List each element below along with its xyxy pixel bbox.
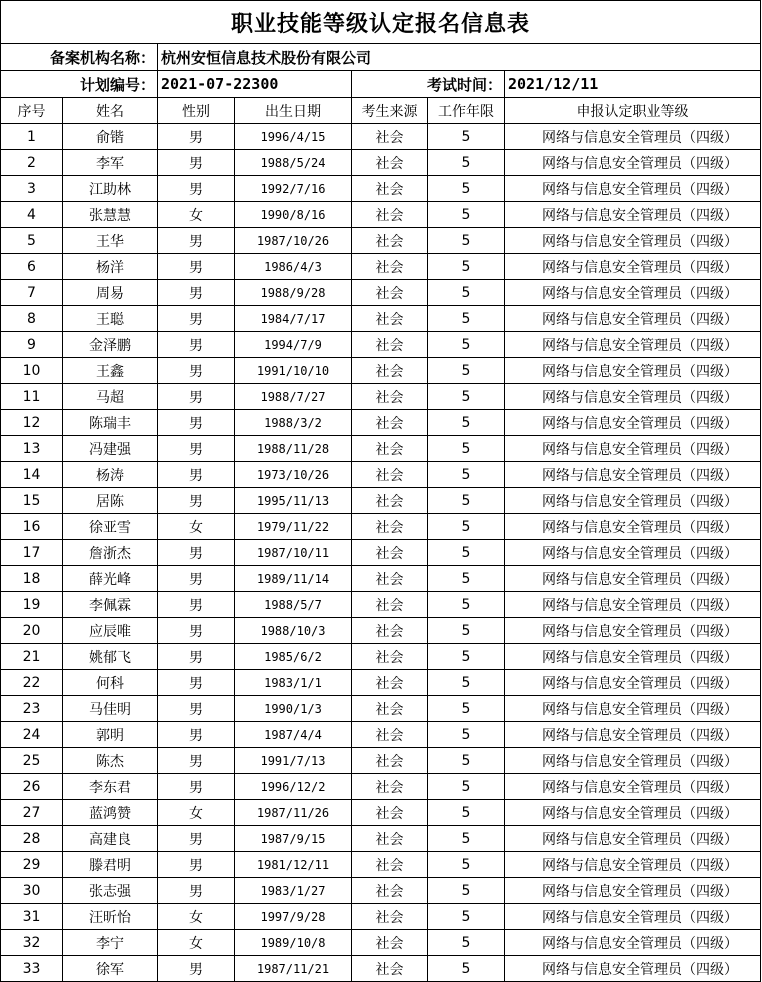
cell-source: 社会 — [352, 852, 428, 878]
table-row — [1, 618, 761, 644]
table-row — [1, 748, 761, 774]
org-label: 备案机构名称： — [1, 44, 158, 71]
cell-seq: 30 — [1, 878, 63, 904]
cell-birthdate: 1991/7/13 — [235, 748, 352, 774]
cell-gender: 男 — [158, 124, 235, 150]
cell-name: 王鑫 — [63, 358, 158, 384]
cell-birthdate: 1988/9/28 — [235, 280, 352, 306]
cell-grade: 网络与信息安全管理员（四级） — [505, 124, 761, 150]
cell-gender: 女 — [158, 904, 235, 930]
table-row — [1, 358, 761, 384]
cell-birthdate: 1987/9/15 — [235, 826, 352, 852]
cell-source: 社会 — [352, 878, 428, 904]
cell-work-years: 5 — [428, 618, 505, 644]
cell-name: 徐军 — [63, 956, 158, 982]
cell-birthdate: 1981/12/11 — [235, 852, 352, 878]
cell-seq: 18 — [1, 566, 63, 592]
cell-gender: 男 — [158, 956, 235, 982]
cell-work-years: 5 — [428, 176, 505, 202]
cell-seq: 21 — [1, 644, 63, 670]
cell-work-years: 5 — [428, 436, 505, 462]
cell-birthdate: 1988/11/28 — [235, 436, 352, 462]
table-row — [1, 150, 761, 176]
cell-work-years: 5 — [428, 358, 505, 384]
cell-gender: 男 — [158, 228, 235, 254]
cell-grade: 网络与信息安全管理员（四级） — [505, 774, 761, 800]
cell-gender: 男 — [158, 774, 235, 800]
cell-birthdate: 1973/10/26 — [235, 462, 352, 488]
cell-work-years: 5 — [428, 852, 505, 878]
cell-work-years: 5 — [428, 202, 505, 228]
cell-seq: 15 — [1, 488, 63, 514]
cell-gender: 男 — [158, 748, 235, 774]
cell-source: 社会 — [352, 306, 428, 332]
cell-seq: 10 — [1, 358, 63, 384]
table-row — [1, 306, 761, 332]
table-row — [1, 670, 761, 696]
table-row — [1, 202, 761, 228]
table-row — [1, 800, 761, 826]
cell-source: 社会 — [352, 930, 428, 956]
cell-gender: 男 — [158, 670, 235, 696]
cell-work-years: 5 — [428, 878, 505, 904]
table-row — [1, 644, 761, 670]
exam-value: 2021/12/11 — [505, 71, 761, 98]
cell-gender: 男 — [158, 384, 235, 410]
cell-seq: 5 — [1, 228, 63, 254]
table-row — [1, 254, 761, 280]
cell-birthdate: 1996/12/2 — [235, 774, 352, 800]
cell-name: 江助林 — [63, 176, 158, 202]
cell-grade: 网络与信息安全管理员（四级） — [505, 228, 761, 254]
cell-name: 陈杰 — [63, 748, 158, 774]
cell-seq: 6 — [1, 254, 63, 280]
cell-name: 高建良 — [63, 826, 158, 852]
cell-birthdate: 1986/4/3 — [235, 254, 352, 280]
cell-grade: 网络与信息安全管理员（四级） — [505, 150, 761, 176]
cell-grade: 网络与信息安全管理员（四级） — [505, 436, 761, 462]
table-row — [1, 384, 761, 410]
cell-source: 社会 — [352, 124, 428, 150]
cell-gender: 女 — [158, 202, 235, 228]
cell-birthdate: 1987/11/26 — [235, 800, 352, 826]
cell-work-years: 5 — [428, 566, 505, 592]
cell-work-years: 5 — [428, 488, 505, 514]
cell-birthdate: 1992/7/16 — [235, 176, 352, 202]
cell-grade: 网络与信息安全管理员（四级） — [505, 722, 761, 748]
cell-seq: 25 — [1, 748, 63, 774]
header-name: 姓名 — [63, 98, 158, 124]
cell-source: 社会 — [352, 488, 428, 514]
cell-name: 王华 — [63, 228, 158, 254]
cell-name: 杨涛 — [63, 462, 158, 488]
cell-source: 社会 — [352, 956, 428, 982]
plan-value: 2021-07-22300 — [158, 71, 352, 98]
cell-source: 社会 — [352, 176, 428, 202]
cell-grade: 网络与信息安全管理员（四级） — [505, 384, 761, 410]
cell-birthdate: 1988/10/3 — [235, 618, 352, 644]
cell-source: 社会 — [352, 358, 428, 384]
cell-name: 李东君 — [63, 774, 158, 800]
cell-grade: 网络与信息安全管理员（四级） — [505, 514, 761, 540]
cell-grade: 网络与信息安全管理员（四级） — [505, 800, 761, 826]
cell-work-years: 5 — [428, 332, 505, 358]
cell-seq: 2 — [1, 150, 63, 176]
cell-seq: 20 — [1, 618, 63, 644]
cell-name: 何科 — [63, 670, 158, 696]
header-grade: 申报认定职业等级 — [505, 98, 761, 124]
cell-birthdate: 1987/10/26 — [235, 228, 352, 254]
cell-grade: 网络与信息安全管理员（四级） — [505, 566, 761, 592]
cell-seq: 27 — [1, 800, 63, 826]
header-birthdate: 出生日期 — [235, 98, 352, 124]
cell-source: 社会 — [352, 384, 428, 410]
cell-name: 张慧慧 — [63, 202, 158, 228]
cell-name: 冯建强 — [63, 436, 158, 462]
cell-source: 社会 — [352, 592, 428, 618]
cell-gender: 男 — [158, 826, 235, 852]
cell-source: 社会 — [352, 202, 428, 228]
cell-work-years: 5 — [428, 748, 505, 774]
cell-birthdate: 1979/11/22 — [235, 514, 352, 540]
table-row — [1, 878, 761, 904]
cell-grade: 网络与信息安全管理员（四级） — [505, 202, 761, 228]
cell-gender: 男 — [158, 618, 235, 644]
cell-work-years: 5 — [428, 930, 505, 956]
cell-grade: 网络与信息安全管理员（四级） — [505, 488, 761, 514]
cell-grade: 网络与信息安全管理员（四级） — [505, 176, 761, 202]
cell-gender: 男 — [158, 462, 235, 488]
cell-name: 李佩霖 — [63, 592, 158, 618]
title-row — [1, 1, 761, 44]
table-row — [1, 514, 761, 540]
cell-seq: 16 — [1, 514, 63, 540]
exam-label: 考试时间： — [352, 71, 505, 98]
cell-work-years: 5 — [428, 150, 505, 176]
cell-source: 社会 — [352, 566, 428, 592]
cell-name: 姚郁飞 — [63, 644, 158, 670]
cell-work-years: 5 — [428, 826, 505, 852]
cell-seq: 24 — [1, 722, 63, 748]
cell-grade: 网络与信息安全管理员（四级） — [505, 462, 761, 488]
table-row — [1, 228, 761, 254]
cell-source: 社会 — [352, 644, 428, 670]
cell-gender: 男 — [158, 436, 235, 462]
cell-work-years: 5 — [428, 228, 505, 254]
cell-seq: 23 — [1, 696, 63, 722]
cell-work-years: 5 — [428, 670, 505, 696]
cell-source: 社会 — [352, 722, 428, 748]
cell-name: 金泽鹏 — [63, 332, 158, 358]
cell-seq: 29 — [1, 852, 63, 878]
cell-source: 社会 — [352, 826, 428, 852]
cell-gender: 女 — [158, 514, 235, 540]
cell-name: 李军 — [63, 150, 158, 176]
cell-grade: 网络与信息安全管理员（四级） — [505, 306, 761, 332]
cell-seq: 11 — [1, 384, 63, 410]
cell-birthdate: 1997/9/28 — [235, 904, 352, 930]
header-seq: 序号 — [1, 98, 63, 124]
cell-grade: 网络与信息安全管理员（四级） — [505, 254, 761, 280]
org-row — [1, 44, 761, 71]
cell-birthdate: 1996/4/15 — [235, 124, 352, 150]
table-row — [1, 332, 761, 358]
cell-source: 社会 — [352, 228, 428, 254]
header-row — [1, 98, 761, 124]
cell-seq: 33 — [1, 956, 63, 982]
header-work-years: 工作年限 — [428, 98, 505, 124]
table-row — [1, 566, 761, 592]
cell-source: 社会 — [352, 280, 428, 306]
cell-gender: 男 — [158, 592, 235, 618]
cell-name: 周易 — [63, 280, 158, 306]
cell-name: 应辰唯 — [63, 618, 158, 644]
cell-birthdate: 1984/7/17 — [235, 306, 352, 332]
cell-name: 蓝鸿赞 — [63, 800, 158, 826]
cell-work-years: 5 — [428, 774, 505, 800]
cell-seq: 7 — [1, 280, 63, 306]
cell-work-years: 5 — [428, 956, 505, 982]
plan-label: 计划编号： — [1, 71, 158, 98]
cell-grade: 网络与信息安全管理员（四级） — [505, 852, 761, 878]
cell-source: 社会 — [352, 618, 428, 644]
cell-source: 社会 — [352, 540, 428, 566]
table-row — [1, 722, 761, 748]
cell-gender: 男 — [158, 176, 235, 202]
cell-gender: 男 — [158, 644, 235, 670]
cell-grade: 网络与信息安全管理员（四级） — [505, 332, 761, 358]
cell-birthdate: 1994/7/9 — [235, 332, 352, 358]
cell-source: 社会 — [352, 904, 428, 930]
cell-source: 社会 — [352, 800, 428, 826]
cell-source: 社会 — [352, 254, 428, 280]
cell-source: 社会 — [352, 514, 428, 540]
cell-seq: 26 — [1, 774, 63, 800]
cell-work-years: 5 — [428, 280, 505, 306]
cell-source: 社会 — [352, 670, 428, 696]
cell-name: 张志强 — [63, 878, 158, 904]
cell-source: 社会 — [352, 410, 428, 436]
cell-gender: 女 — [158, 800, 235, 826]
table-row — [1, 956, 761, 982]
cell-name: 马佳明 — [63, 696, 158, 722]
cell-birthdate: 1988/5/24 — [235, 150, 352, 176]
cell-gender: 男 — [158, 540, 235, 566]
cell-grade: 网络与信息安全管理员（四级） — [505, 696, 761, 722]
cell-birthdate: 1983/1/27 — [235, 878, 352, 904]
cell-grade: 网络与信息安全管理员（四级） — [505, 904, 761, 930]
table-row — [1, 592, 761, 618]
cell-birthdate: 1995/11/13 — [235, 488, 352, 514]
cell-name: 马超 — [63, 384, 158, 410]
cell-birthdate: 1987/11/21 — [235, 956, 352, 982]
cell-seq: 8 — [1, 306, 63, 332]
cell-gender: 男 — [158, 566, 235, 592]
table-row — [1, 774, 761, 800]
cell-name: 杨洋 — [63, 254, 158, 280]
cell-birthdate: 1988/5/7 — [235, 592, 352, 618]
cell-grade: 网络与信息安全管理员（四级） — [505, 878, 761, 904]
cell-seq: 4 — [1, 202, 63, 228]
cell-grade: 网络与信息安全管理员（四级） — [505, 956, 761, 982]
table-row — [1, 904, 761, 930]
cell-name: 李宁 — [63, 930, 158, 956]
cell-name: 王聪 — [63, 306, 158, 332]
cell-work-years: 5 — [428, 540, 505, 566]
cell-name: 徐亚雪 — [63, 514, 158, 540]
cell-work-years: 5 — [428, 592, 505, 618]
cell-gender: 男 — [158, 878, 235, 904]
cell-work-years: 5 — [428, 410, 505, 436]
cell-name: 陈瑞丰 — [63, 410, 158, 436]
cell-grade: 网络与信息安全管理员（四级） — [505, 826, 761, 852]
cell-birthdate: 1987/4/4 — [235, 722, 352, 748]
cell-source: 社会 — [352, 774, 428, 800]
cell-name: 汪昕怡 — [63, 904, 158, 930]
cell-seq: 32 — [1, 930, 63, 956]
cell-gender: 男 — [158, 280, 235, 306]
table-row — [1, 852, 761, 878]
cell-work-years: 5 — [428, 800, 505, 826]
table-row — [1, 488, 761, 514]
cell-gender: 男 — [158, 488, 235, 514]
cell-grade: 网络与信息安全管理员（四级） — [505, 280, 761, 306]
cell-grade: 网络与信息安全管理员（四级） — [505, 592, 761, 618]
plan-row — [1, 71, 761, 98]
cell-work-years: 5 — [428, 644, 505, 670]
table-row — [1, 540, 761, 566]
cell-work-years: 5 — [428, 722, 505, 748]
cell-source: 社会 — [352, 748, 428, 774]
table-row — [1, 462, 761, 488]
header-gender: 性别 — [158, 98, 235, 124]
table-row — [1, 930, 761, 956]
cell-grade: 网络与信息安全管理员（四级） — [505, 670, 761, 696]
table-row — [1, 280, 761, 306]
cell-seq: 19 — [1, 592, 63, 618]
cell-birthdate: 1988/7/27 — [235, 384, 352, 410]
cell-seq: 31 — [1, 904, 63, 930]
cell-source: 社会 — [352, 332, 428, 358]
cell-gender: 男 — [158, 332, 235, 358]
cell-birthdate: 1990/8/16 — [235, 202, 352, 228]
cell-source: 社会 — [352, 436, 428, 462]
cell-work-years: 5 — [428, 306, 505, 332]
cell-source: 社会 — [352, 150, 428, 176]
cell-name: 薛光峰 — [63, 566, 158, 592]
table-row — [1, 826, 761, 852]
cell-seq: 12 — [1, 410, 63, 436]
cell-seq: 1 — [1, 124, 63, 150]
cell-grade: 网络与信息安全管理员（四级） — [505, 644, 761, 670]
cell-work-years: 5 — [428, 124, 505, 150]
cell-grade: 网络与信息安全管理员（四级） — [505, 410, 761, 436]
cell-work-years: 5 — [428, 696, 505, 722]
cell-birthdate: 1987/10/11 — [235, 540, 352, 566]
cell-work-years: 5 — [428, 462, 505, 488]
table-row — [1, 696, 761, 722]
cell-name: 俞锴 — [63, 124, 158, 150]
cell-birthdate: 1989/11/14 — [235, 566, 352, 592]
cell-birthdate: 1990/1/3 — [235, 696, 352, 722]
cell-seq: 28 — [1, 826, 63, 852]
cell-grade: 网络与信息安全管理员（四级） — [505, 618, 761, 644]
cell-source: 社会 — [352, 696, 428, 722]
table-body — [1, 124, 761, 982]
cell-gender: 男 — [158, 410, 235, 436]
cell-name: 滕君明 — [63, 852, 158, 878]
cell-name: 居陈 — [63, 488, 158, 514]
cell-gender: 男 — [158, 254, 235, 280]
table-row — [1, 124, 761, 150]
cell-grade: 网络与信息安全管理员（四级） — [505, 540, 761, 566]
org-value: 杭州安恒信息技术股份有限公司 — [158, 44, 761, 71]
cell-name: 郭明 — [63, 722, 158, 748]
header-source: 考生来源 — [352, 98, 428, 124]
cell-grade: 网络与信息安全管理员（四级） — [505, 930, 761, 956]
cell-birthdate: 1989/10/8 — [235, 930, 352, 956]
cell-seq: 3 — [1, 176, 63, 202]
cell-gender: 男 — [158, 696, 235, 722]
table-row — [1, 176, 761, 202]
cell-gender: 男 — [158, 852, 235, 878]
cell-work-years: 5 — [428, 904, 505, 930]
cell-seq: 22 — [1, 670, 63, 696]
cell-seq: 9 — [1, 332, 63, 358]
cell-seq: 13 — [1, 436, 63, 462]
cell-source: 社会 — [352, 462, 428, 488]
cell-gender: 男 — [158, 306, 235, 332]
table-row — [1, 410, 761, 436]
cell-work-years: 5 — [428, 254, 505, 280]
cell-gender: 男 — [158, 358, 235, 384]
cell-grade: 网络与信息安全管理员（四级） — [505, 358, 761, 384]
cell-grade: 网络与信息安全管理员（四级） — [505, 748, 761, 774]
cell-seq: 14 — [1, 462, 63, 488]
cell-work-years: 5 — [428, 514, 505, 540]
cell-birthdate: 1988/3/2 — [235, 410, 352, 436]
table-row — [1, 436, 761, 462]
cell-birthdate: 1991/10/10 — [235, 358, 352, 384]
cell-work-years: 5 — [428, 384, 505, 410]
cell-name: 詹浙杰 — [63, 540, 158, 566]
cell-seq: 17 — [1, 540, 63, 566]
cell-birthdate: 1985/6/2 — [235, 644, 352, 670]
page-title: 职业技能等级认定报名信息表 — [1, 1, 761, 44]
cell-gender: 男 — [158, 722, 235, 748]
cell-gender: 男 — [158, 150, 235, 176]
cell-birthdate: 1983/1/1 — [235, 670, 352, 696]
cell-gender: 女 — [158, 930, 235, 956]
